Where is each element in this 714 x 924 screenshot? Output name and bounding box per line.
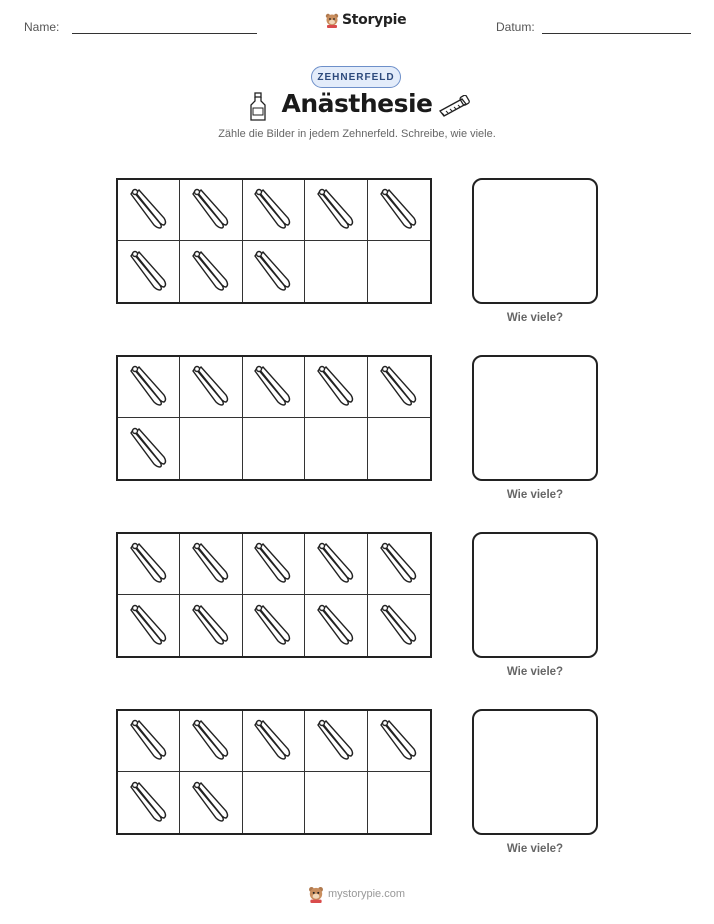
ten-frame-cell: [118, 357, 180, 418]
ten-frame-cell: [243, 711, 305, 772]
category-badge: ZEHNERFELD: [311, 66, 401, 88]
ten-frame-cell: [118, 711, 180, 772]
ten-frame-cell: [180, 418, 242, 479]
forceps-icon: [379, 542, 419, 586]
ten-frame-cell: [243, 180, 305, 241]
forceps-icon: [129, 604, 169, 648]
forceps-icon: [253, 250, 293, 294]
footer-url[interactable]: mystorypie.com: [328, 888, 406, 900]
ten-frame-cell: [180, 534, 242, 595]
forceps-icon: [253, 365, 293, 409]
ten-frame-cell: [180, 180, 242, 241]
forceps-icon: [379, 604, 419, 648]
date-line[interactable]: [542, 33, 691, 34]
forceps-icon: [129, 719, 169, 763]
how-many-label: Wie viele?: [506, 312, 564, 324]
brand-name: Storypie: [342, 12, 407, 28]
forceps-icon: [191, 719, 231, 763]
ten-frame-cell: [180, 711, 242, 772]
ten-frame-cell: [305, 180, 367, 241]
ten-frame-cell: [118, 772, 180, 833]
ten-frame-cell: [368, 418, 430, 479]
name-label: Name:: [24, 20, 60, 34]
ten-frame-cell: [305, 418, 367, 479]
forceps-icon: [379, 365, 419, 409]
forceps-icon: [129, 781, 169, 825]
answer-box[interactable]: [472, 178, 598, 304]
footer: [308, 885, 405, 903]
forceps-icon: [253, 188, 293, 232]
ten-frame: [116, 532, 432, 658]
ten-frame-cell: [368, 241, 430, 302]
ten-frame-cell: [243, 241, 305, 302]
bear-mascot-icon: [308, 885, 324, 903]
ten-frame: [116, 709, 432, 835]
ten-frame-cell: [243, 357, 305, 418]
forceps-icon: [129, 188, 169, 232]
instructions: Zähle die Bilder in jedem Zehnerfeld. Schreibe, wie viele.: [218, 128, 496, 140]
name-line[interactable]: [72, 33, 257, 34]
answer-box[interactable]: [472, 709, 598, 835]
forceps-icon: [253, 604, 293, 648]
forceps-icon: [316, 719, 356, 763]
forceps-icon: [316, 542, 356, 586]
date-label: Datum:: [496, 20, 535, 34]
ten-frame-cell: [118, 418, 180, 479]
forceps-icon: [191, 604, 231, 648]
forceps-icon: [316, 604, 356, 648]
ten-frame-cell: [243, 418, 305, 479]
forceps-icon: [191, 781, 231, 825]
forceps-icon: [316, 365, 356, 409]
forceps-icon: [191, 365, 231, 409]
how-many-label: Wie viele?: [506, 666, 564, 678]
ten-frame: [116, 178, 432, 304]
ten-frame-cell: [368, 772, 430, 833]
forceps-icon: [129, 427, 169, 471]
forceps-icon: [379, 188, 419, 232]
forceps-icon: [191, 188, 231, 232]
ten-frame-cell: [305, 711, 367, 772]
brand-logo: [325, 12, 406, 28]
ten-frame-cell: [180, 357, 242, 418]
ten-frame-cell: [305, 357, 367, 418]
ten-frame-cell: [368, 357, 430, 418]
forceps-icon: [129, 542, 169, 586]
forceps-icon: [191, 250, 231, 294]
ten-frame-cell: [243, 772, 305, 833]
ten-frame-cell: [243, 595, 305, 656]
ten-frame-cell: [368, 711, 430, 772]
ten-frame-cell: [305, 534, 367, 595]
forceps-icon: [379, 719, 419, 763]
forceps-icon: [129, 250, 169, 294]
ten-frame-cell: [118, 241, 180, 302]
ten-frame-cell: [305, 595, 367, 656]
ten-frame-cell: [118, 180, 180, 241]
how-many-label: Wie viele?: [506, 489, 564, 501]
ten-frame-cell: [368, 595, 430, 656]
forceps-icon: [316, 188, 356, 232]
page-title: Anästhesie: [281, 89, 433, 118]
bear-mascot-icon: [325, 12, 339, 28]
ten-frame-cell: [305, 772, 367, 833]
forceps-icon: [191, 542, 231, 586]
answer-box[interactable]: [472, 532, 598, 658]
ten-frame-cell: [368, 180, 430, 241]
ten-frame-cell: [180, 595, 242, 656]
forceps-icon: [253, 542, 293, 586]
ten-frame: [116, 355, 432, 481]
forceps-icon: [253, 719, 293, 763]
how-many-label: Wie viele?: [506, 843, 564, 855]
ten-frame-cell: [243, 534, 305, 595]
ten-frame-cell: [368, 534, 430, 595]
saw-icon: [438, 95, 470, 119]
ten-frame-cell: [118, 595, 180, 656]
ten-frame-cell: [305, 241, 367, 302]
ten-frame-cell: [180, 241, 242, 302]
ten-frame-cell: [118, 534, 180, 595]
ten-frame-cell: [180, 772, 242, 833]
answer-box[interactable]: [472, 355, 598, 481]
forceps-icon: [129, 365, 169, 409]
